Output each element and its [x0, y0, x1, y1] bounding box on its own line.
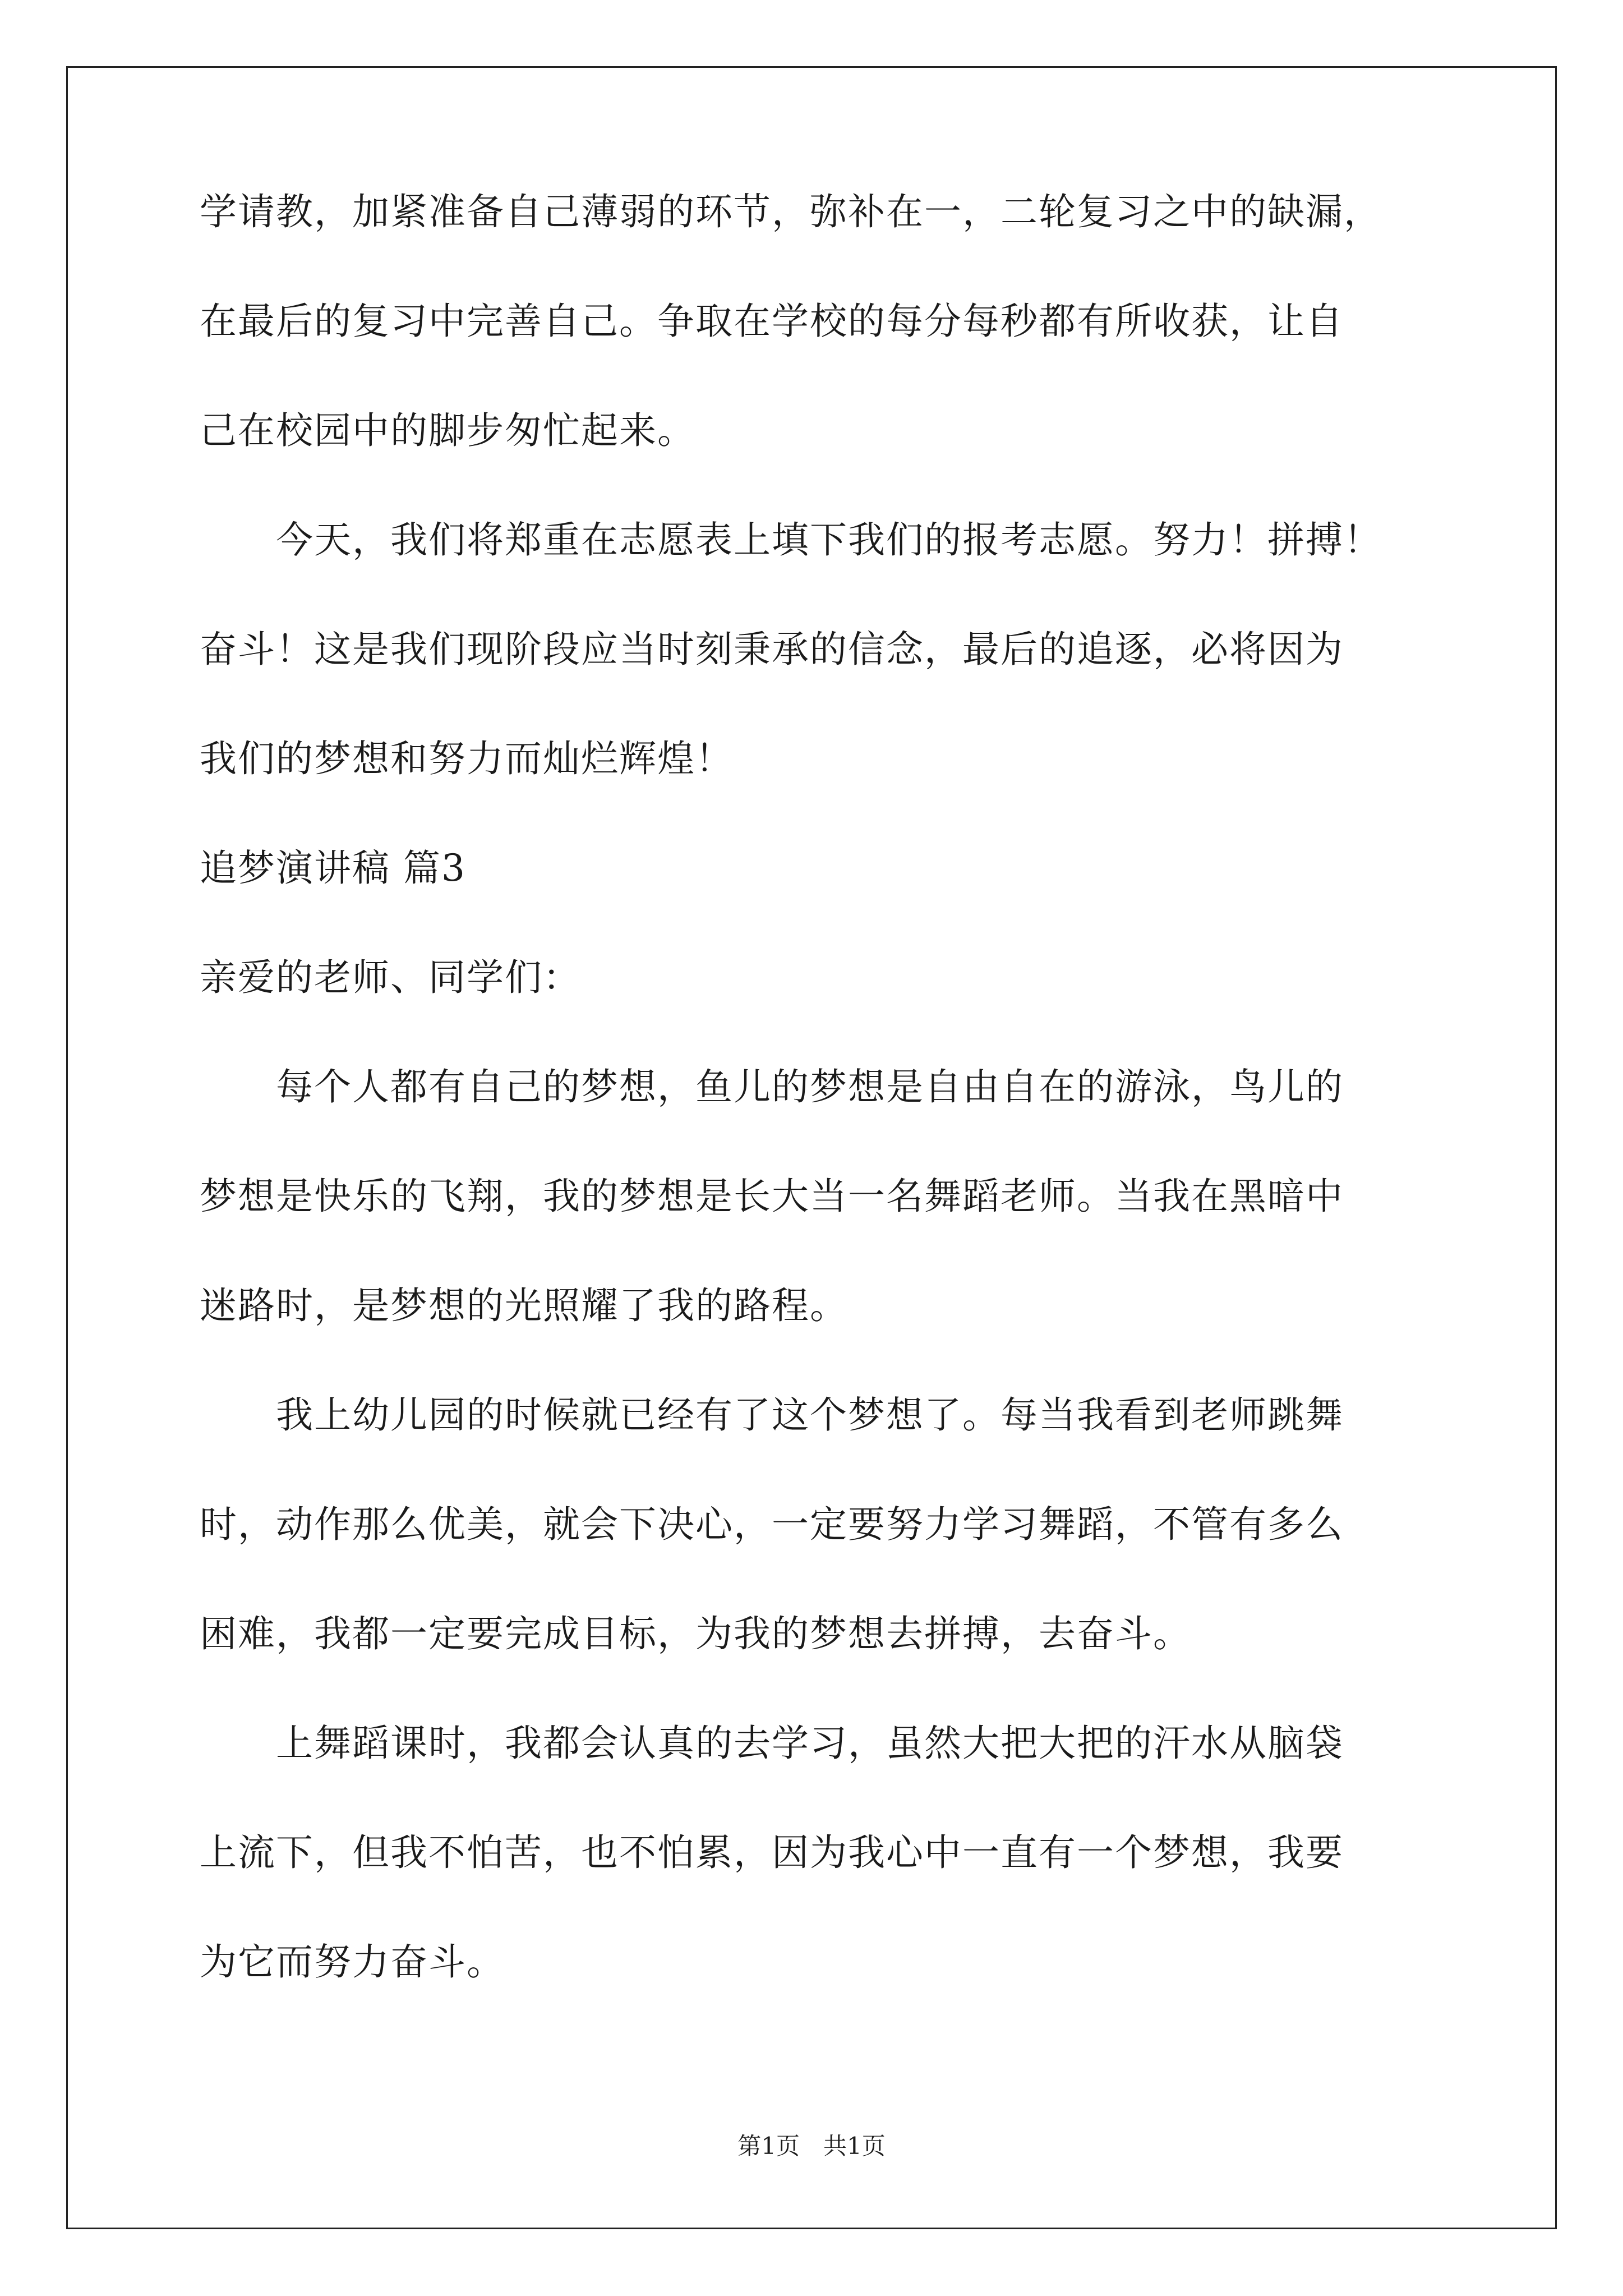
page-border	[66, 66, 1557, 2229]
text-line: 我上幼儿园的时候就已经有了这个梦想了。每当我看到老师跳舞	[200, 1393, 1344, 1437]
text-line: 为它而努力奋斗。	[200, 1940, 505, 1984]
text-line: 奋斗！这是我们现阶段应当时刻秉承的信念，最后的追逐，必将因为	[200, 628, 1344, 671]
text-line: 困难，我都一定要完成目标，为我的梦想去拼搏，去奋斗。	[200, 1612, 1191, 1655]
section-heading: 追梦演讲稿 篇3	[200, 846, 466, 890]
text-line: 在最后的复习中完善自己。争取在学校的每分每秒都有所收获，让自	[200, 300, 1344, 343]
salutation: 亲爱的老师、同学们：	[200, 956, 581, 999]
text-line: 我们的梦想和努力而灿烂辉煌！	[200, 737, 734, 780]
page-number-footer: 第1页 共1页	[737, 2132, 886, 2160]
text-line: 上流下，但我不怕苦，也不怕累，因为我心中一直有一个梦想，我要	[200, 1831, 1344, 1874]
text-line: 时，动作那么优美，就会下决心，一定要努力学习舞蹈，不管有多么	[200, 1503, 1344, 1546]
text-line: 今天，我们将郑重在志愿表上填下我们的报考志愿。努力！拼搏！	[200, 518, 1382, 562]
text-line: 每个人都有自己的梦想，鱼儿的梦想是自由自在的游泳，鸟儿的	[200, 1065, 1344, 1108]
text-line: 己在校园中的脚步匆忙起来。	[200, 409, 695, 452]
text-line: 上舞蹈课时，我都会认真的去学习，虽然大把大把的汗水从脑袋	[200, 1722, 1344, 1765]
text-line: 学请教，加紧准备自己薄弱的环节，弥补在一，二轮复习之中的缺漏，	[200, 190, 1382, 233]
text-line: 梦想是快乐的飞翔，我的梦想是长大当一名舞蹈老师。当我在黑暗中	[200, 1175, 1344, 1218]
text-line: 迷路时，是梦想的光照耀了我的路程。	[200, 1284, 848, 1327]
